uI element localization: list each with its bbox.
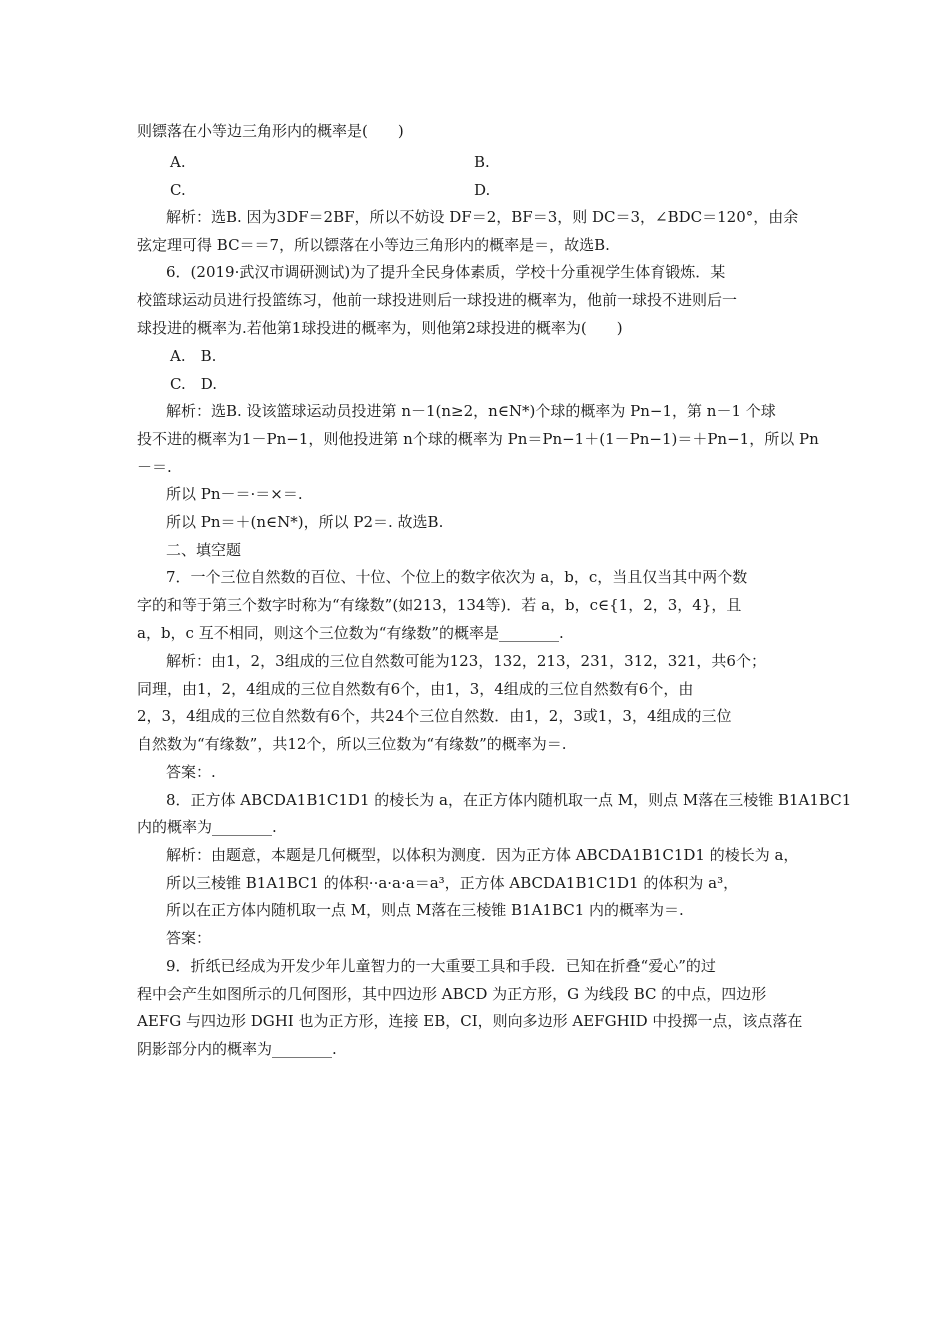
question-9-line-3: AEFG 与四边形 DGHI 也为正方形，连接 EB，CI，则向多边形 AEFGHID 中投掷一点，该点落在 [137, 1012, 803, 1030]
question-stem-end: 则镖落在小等边三角形内的概率是( ) [137, 122, 404, 140]
option-d: D. [474, 181, 491, 199]
solution-8-line-2: 所以三棱锥 B1A1BC1 的体积··a·a·a＝a³，正方体 ABCDA1B1C1D1 的体积为 a³， [166, 874, 739, 892]
solution-6-line-3: －＝. [137, 458, 172, 476]
solution-8-line-3: 所以在正方体内随机取一点 M，则点 M落在三棱锥 B1A1BC1 内的概率为＝. [166, 901, 684, 919]
question-7-line-1: 7．一个三位自然数的百位、十位、个位上的数字依次为 a，b，c，当且仅当其中两个数 [166, 568, 748, 586]
option-b: B. [474, 153, 490, 171]
option-a: A. [170, 153, 186, 171]
answer-7: 答案：. [166, 763, 216, 781]
options-cd: C. D. [170, 375, 217, 393]
question-8-line-1: 8．正方体 ABCDA1B1C1D1 的棱长为 a，在正方体内随机取一点 M，则点 M落在三棱锥 B1A1BC1 [166, 791, 852, 809]
solution-7-line-1: 解析：由1，2，3组成的三位自然数可能为123，132，213，231，312，321，共6个； [166, 652, 766, 670]
solution-5-line-2: 弦定理可得 BC＝＝7，所以镖落在小等边三角形内的概率是＝，故选B. [137, 236, 610, 254]
solution-7-line-3: 2，3，4组成的三位自然数有6个，共24个三位自然数．由1，2，3或1，3，4组成的三位 [137, 707, 732, 725]
solution-7-line-2: 同理，由1，2，4组成的三位自然数有6个，由1，3，4组成的三位自然数有6个，由 [137, 680, 694, 698]
question-9-line-4: 阴影部分内的概率为________. [137, 1040, 337, 1058]
question-6-line-2: 校篮球运动员进行投篮练习，他前一球投进则后一球投进的概率为，他前一球投不进则后一 [137, 291, 738, 309]
solution-6-line-5: 所以 Pn＝＋(n∈N*)，所以 P2＝. 故选B. [166, 513, 444, 531]
section-heading: 二、填空题 [166, 541, 242, 559]
options-ab: A. B. [170, 347, 217, 365]
solution-5-line-1: 解析：选B. 因为3DF＝2BF，所以不妨设 DF＝2，BF＝3，则 DC＝3，∠BDC＝120°，由余 [166, 208, 799, 226]
solution-6-line-1: 解析：选B. 设该篮球运动员投进第 n－1(n≥2，n∈N*)个球的概率为 Pn−1，第 n－1 个球 [166, 402, 776, 420]
question-6-line-1: 6．(2019·武汉市调研测试)为了提升全民身体素质，学校十分重视学生体育锻炼．某 [166, 263, 726, 281]
answer-8: 答案： [166, 929, 212, 947]
solution-6-line-2: 投不进的概率为1－Pn−1，则他投进第 n个球的概率为 Pn＝Pn−1＋(1－Pn−1)＝＋Pn−1，所以 Pn [137, 430, 819, 448]
question-7-line-3: a，b，c 互不相同，则这个三位数为“有缘数”的概率是________. [137, 624, 564, 642]
question-9-line-1: 9．折纸已经成为开发少年儿童智力的一大重要工具和手段．已知在折叠“爱心”的过 [166, 957, 716, 975]
solution-6-line-4: 所以 Pn－＝·＝×＝. [166, 485, 303, 503]
solution-8-line-1: 解析：由题意，本题是几何概型，以体积为测度．因为正方体 ABCDA1B1C1D1 的棱长为 a， [166, 846, 799, 864]
question-7-line-2: 字的和等于第三个数字时称为“有缘数”(如213，134等)．若 a，b，c∈{1，2，3，4}，且 [137, 596, 742, 614]
question-6-line-3: 球投进的概率为.若他第1球投进的概率为，则他第2球投进的概率为( ) [137, 319, 623, 337]
option-c: C. [170, 181, 186, 199]
question-8-line-2: 内的概率为________. [137, 818, 277, 836]
question-9-line-2: 程中会产生如图所示的几何图形，其中四边形 ABCD 为正方形，G 为线段 BC 的中点，四边形 [137, 985, 767, 1003]
solution-7-line-4: 自然数为“有缘数”，共12个，所以三位数为“有缘数”的概率为＝. [137, 735, 567, 753]
